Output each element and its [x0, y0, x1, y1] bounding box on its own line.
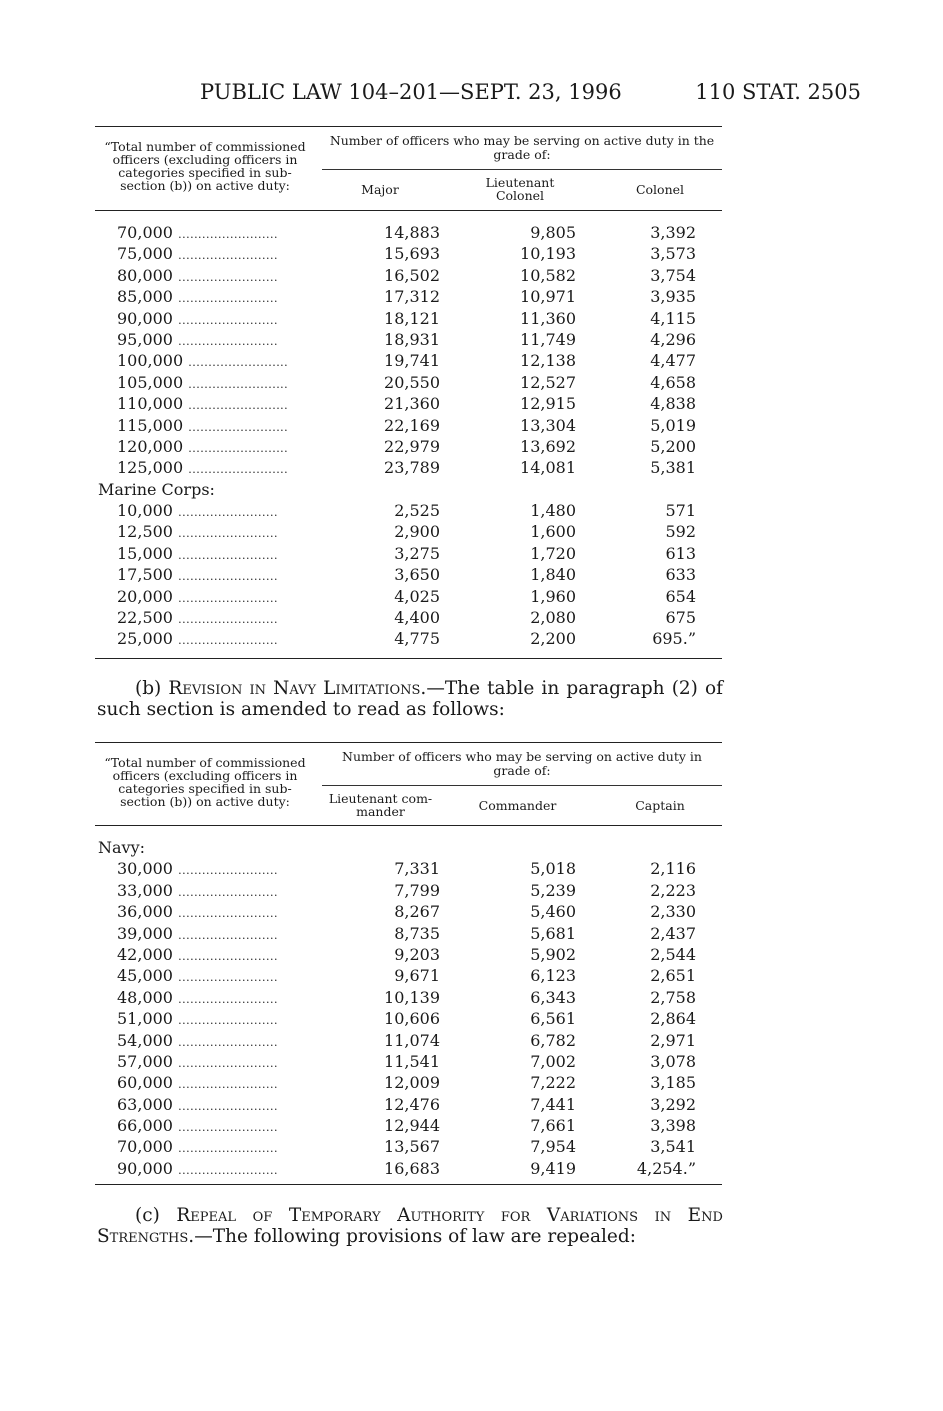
- dot-leader: .........................: [188, 441, 289, 455]
- table-row: [95, 1136, 722, 1157]
- cell-value: 1,840: [530, 565, 576, 585]
- row-label: [117, 965, 278, 988]
- dot-leader: .........................: [178, 928, 278, 942]
- dot-leader: .........................: [178, 334, 278, 348]
- cell-value: 4,254.”: [636, 1158, 696, 1178]
- total-officers-value: 30,000: [117, 859, 173, 879]
- header-line: Lieutenant com-: [328, 791, 433, 806]
- cell-value: 9,419: [530, 1158, 576, 1178]
- cell-value: 6,782: [530, 1030, 576, 1050]
- cell-value: 22,979: [384, 436, 440, 456]
- table-row: [95, 1115, 722, 1136]
- public-law-title: PUBLIC LAW 104–201—SEPT. 23, 1996: [200, 80, 622, 104]
- cell-value: 4,115: [650, 308, 696, 328]
- cell-value: 2,900: [394, 522, 440, 542]
- cell-value: 2,080: [530, 608, 576, 628]
- cell-value: 5,460: [530, 902, 576, 922]
- navy-officer-table: [95, 742, 722, 1187]
- table-row: [95, 1094, 722, 1115]
- row-label: [117, 1115, 278, 1138]
- header-line: Commander: [478, 798, 557, 813]
- total-officers-value: 57,000: [117, 1051, 173, 1071]
- cell-value: 1,600: [530, 522, 576, 542]
- cell-value: 10,971: [520, 287, 576, 307]
- table-row: [95, 586, 722, 607]
- table-row: [95, 965, 722, 986]
- total-officers-value: 25,000: [117, 629, 173, 649]
- row-label: [117, 586, 278, 609]
- dot-leader: .........................: [178, 634, 278, 648]
- dot-leader: .........................: [178, 1014, 278, 1028]
- table-row: [95, 350, 722, 371]
- cell-value: 7,661: [530, 1116, 576, 1136]
- cell-value: 6,123: [530, 966, 576, 986]
- table-section-row: [95, 837, 722, 858]
- table-row: [95, 308, 722, 329]
- row-label: [117, 564, 278, 587]
- cell-value: 592: [665, 522, 696, 542]
- table-row: [95, 222, 722, 243]
- column-header-captain: [615, 799, 705, 812]
- section-label: Marine Corps:: [98, 479, 215, 499]
- header-line: categories specified in sub-: [118, 781, 292, 796]
- dot-leader: .........................: [178, 527, 278, 541]
- cell-value: 2,116: [650, 859, 696, 879]
- cell-value: 9,203: [394, 944, 440, 964]
- total-officers-value: 70,000: [117, 1137, 173, 1157]
- total-officers-value: 36,000: [117, 902, 173, 922]
- header-line: categories specified in sub-: [118, 165, 292, 180]
- total-officers-value: 85,000: [117, 287, 173, 307]
- cell-value: 8,267: [394, 902, 440, 922]
- table-row: [95, 1072, 722, 1093]
- paragraph-b: [97, 678, 723, 720]
- cell-value: 571: [665, 501, 696, 521]
- cell-value: 1,960: [530, 586, 576, 606]
- cell-value: 3,392: [650, 223, 696, 242]
- dot-leader: .........................: [178, 591, 278, 605]
- total-officers-value: 22,500: [117, 608, 173, 628]
- cell-value: 7,331: [394, 859, 440, 879]
- table-row: [95, 1158, 722, 1179]
- total-officers-value: 90,000: [117, 1158, 173, 1178]
- total-officers-value: 120,000: [117, 436, 184, 456]
- cell-value: 3,078: [650, 1051, 696, 1071]
- table-row: [95, 858, 722, 879]
- table-row: [95, 329, 722, 350]
- subheader-rule: [322, 169, 722, 170]
- dot-leader: .........................: [178, 1099, 278, 1113]
- dot-leader: .........................: [188, 377, 289, 391]
- table-body: [95, 837, 722, 1179]
- dot-leader: .........................: [178, 270, 278, 284]
- table-row: [95, 923, 722, 944]
- header-line: section (b)) on active duty:: [120, 794, 290, 809]
- dot-leader: .........................: [178, 1142, 278, 1156]
- cell-value: 3,650: [394, 565, 440, 585]
- table-row: [95, 628, 722, 649]
- paragraph-lead: (b): [135, 678, 169, 699]
- dot-leader: .........................: [178, 907, 278, 921]
- header-line: Number of officers who may be serving on active duty in the: [329, 133, 715, 148]
- header-bottom-rule: [95, 825, 722, 826]
- row-label: [117, 858, 278, 881]
- header-line: Colonel: [495, 188, 545, 203]
- row-label: [117, 243, 278, 266]
- cell-value: 10,582: [520, 265, 576, 285]
- cell-value: 3,935: [650, 287, 696, 307]
- cell-value: 18,931: [384, 329, 440, 349]
- header-line: Major: [361, 182, 399, 197]
- total-officers-value: 115,000: [117, 415, 184, 435]
- army-marine-officer-table: [95, 126, 722, 661]
- cell-value: 2,525: [394, 501, 440, 521]
- cell-value: 5,681: [530, 923, 576, 943]
- total-officers-value: 20,000: [117, 586, 173, 606]
- total-officers-value: 60,000: [117, 1073, 173, 1093]
- total-officers-value: 80,000: [117, 265, 173, 285]
- cell-value: 3,573: [650, 244, 696, 264]
- cell-value: 18,121: [384, 308, 440, 328]
- cell-value: 2,864: [650, 1009, 696, 1029]
- total-officers-value: 54,000: [117, 1030, 173, 1050]
- total-officers-value: 17,500: [117, 565, 173, 585]
- cell-value: 14,883: [384, 223, 440, 242]
- cell-value: 2,758: [650, 987, 696, 1007]
- dot-leader: .........................: [188, 399, 289, 413]
- paragraph-lead: (c): [135, 1205, 177, 1226]
- row-label: [117, 436, 288, 459]
- total-officers-value: 33,000: [117, 880, 173, 900]
- cell-value: 23,789: [384, 458, 440, 478]
- header-line: mander: [356, 804, 405, 819]
- cell-value: 5,019: [650, 415, 696, 435]
- cell-value: 21,360: [384, 394, 440, 414]
- row-label: [117, 1030, 278, 1053]
- cell-value: 7,222: [530, 1073, 576, 1093]
- table-row: [95, 521, 722, 542]
- table-row: [95, 393, 722, 414]
- row-label: [117, 1094, 278, 1117]
- row-label: [117, 1051, 278, 1074]
- paragraph-heading: Repeal of Temporary Authority for Variations in End Strengths.: [97, 1205, 723, 1247]
- header-line: Number of officers who may be serving on active duty in: [342, 749, 702, 764]
- cell-value: 633: [665, 565, 696, 585]
- cell-value: 7,799: [394, 880, 440, 900]
- row-label: [117, 880, 278, 903]
- cell-value: 12,138: [520, 351, 576, 371]
- cell-value: 6,561: [530, 1009, 576, 1029]
- row-label: [117, 628, 278, 651]
- cell-value: 9,671: [394, 966, 440, 986]
- cell-value: 11,541: [384, 1051, 440, 1071]
- table-section-row: [95, 479, 722, 500]
- total-officers-value: 42,000: [117, 944, 173, 964]
- header-line: officers (excluding officers in: [112, 768, 298, 783]
- total-officers-value: 95,000: [117, 329, 173, 349]
- header-line: “Total number of commissioned: [104, 139, 306, 154]
- dot-leader: .........................: [178, 249, 278, 263]
- cell-value: 2,651: [650, 966, 696, 986]
- cell-value: 16,683: [384, 1158, 440, 1178]
- cell-value: 15,693: [384, 244, 440, 264]
- total-officers-value: 90,000: [117, 308, 173, 328]
- row-label: [117, 543, 278, 566]
- statute-citation: 110 STAT. 2505: [695, 80, 861, 104]
- cell-value: 2,223: [650, 880, 696, 900]
- column-header-lieutenant-colonel: [470, 176, 570, 202]
- paragraph-text: —The following provisions of law are repealed:: [194, 1226, 636, 1247]
- cell-value: 10,193: [520, 244, 576, 264]
- total-officers-value: 39,000: [117, 923, 173, 943]
- row-label: [117, 457, 288, 480]
- row-label: [117, 521, 278, 544]
- table-row: [95, 987, 722, 1008]
- table-top-rule: [95, 126, 722, 127]
- table-row: [95, 372, 722, 393]
- cell-value: 2,437: [650, 923, 696, 943]
- cell-value: 7,954: [530, 1137, 576, 1157]
- table-row: [95, 265, 722, 286]
- cell-value: 675: [665, 608, 696, 628]
- row-label: [117, 944, 278, 967]
- dot-leader: .........................: [178, 971, 278, 985]
- row-label: [117, 500, 278, 523]
- table-row: [95, 1030, 722, 1051]
- table-row: [95, 901, 722, 922]
- paragraph-text: —The table in paragraph (2) of such section is amended to read as follows:: [97, 678, 723, 720]
- cell-value: 12,915: [520, 394, 576, 414]
- cell-value: 5,902: [530, 944, 576, 964]
- table-row: [95, 543, 722, 564]
- total-officers-value: 12,500: [117, 522, 173, 542]
- total-officers-value: 110,000: [117, 394, 184, 414]
- section-label: Navy:: [98, 838, 146, 857]
- table-row: [95, 1051, 722, 1072]
- cell-value: 17,312: [384, 287, 440, 307]
- dot-leader: .........................: [178, 613, 278, 627]
- grade-group-header: [322, 750, 722, 778]
- row-label: [117, 1008, 278, 1031]
- column-header-commander: [465, 799, 570, 812]
- column-header-colonel: [615, 183, 705, 196]
- cell-value: 12,476: [384, 1094, 440, 1114]
- total-officers-value: 51,000: [117, 1009, 173, 1029]
- cell-value: 2,200: [530, 629, 576, 649]
- cell-value: 2,544: [650, 944, 696, 964]
- dot-leader: .........................: [178, 992, 278, 1006]
- total-officers-value: 125,000: [117, 458, 184, 478]
- cell-value: 7,002: [530, 1051, 576, 1071]
- table-row: [95, 607, 722, 628]
- cell-value: 13,567: [384, 1137, 440, 1157]
- row-label: [117, 1158, 278, 1181]
- row-label: [117, 1136, 278, 1159]
- dot-leader: .........................: [178, 949, 278, 963]
- header-line: Captain: [635, 798, 685, 813]
- dot-leader: .........................: [178, 506, 278, 520]
- cell-value: 5,200: [650, 436, 696, 456]
- grade-group-header: [322, 134, 722, 162]
- row-label: [117, 265, 278, 288]
- total-officers-value: 70,000: [117, 223, 173, 242]
- table-top-rule: [95, 742, 722, 743]
- cell-value: 12,009: [384, 1073, 440, 1093]
- cell-value: 613: [665, 543, 696, 563]
- cell-value: 4,775: [394, 629, 440, 649]
- table-row: [95, 880, 722, 901]
- cell-value: 20,550: [384, 372, 440, 392]
- paragraph-c: [97, 1205, 723, 1247]
- dot-leader: .........................: [178, 228, 278, 241]
- row-label: [117, 901, 278, 924]
- total-officers-value: 48,000: [117, 987, 173, 1007]
- cell-value: 3,185: [650, 1073, 696, 1093]
- table-row: [95, 415, 722, 436]
- cell-value: 7,441: [530, 1094, 576, 1114]
- dot-leader: .........................: [178, 1056, 278, 1070]
- column-header-lieutenant-commander: [323, 792, 438, 818]
- cell-value: 11,749: [520, 329, 576, 349]
- dot-leader: .........................: [188, 420, 289, 434]
- paragraph-heading: Revision in Navy Limitations.: [168, 678, 427, 699]
- dot-leader: .........................: [188, 463, 289, 477]
- table-row: [95, 564, 722, 585]
- row-label: [117, 350, 288, 373]
- dot-leader: .........................: [178, 1163, 278, 1177]
- cell-value: 22,169: [384, 415, 440, 435]
- header-line: Lieutenant: [485, 175, 555, 190]
- dot-leader: .........................: [178, 570, 278, 584]
- table-row: [95, 286, 722, 307]
- cell-value: 4,838: [650, 394, 696, 414]
- header-line: Colonel: [635, 182, 685, 197]
- row-label: [117, 923, 278, 946]
- dot-leader: .........................: [178, 292, 278, 306]
- dot-leader: .........................: [178, 864, 278, 878]
- cell-value: 6,343: [530, 987, 576, 1007]
- dot-leader: .........................: [178, 313, 278, 327]
- cell-value: 654: [665, 586, 696, 606]
- cell-value: 1,480: [530, 501, 576, 521]
- cell-value: 3,275: [394, 543, 440, 563]
- dot-leader: .........................: [178, 548, 278, 562]
- row-label: [117, 286, 278, 309]
- header-bottom-rule: [95, 210, 722, 211]
- cell-value: 12,944: [384, 1116, 440, 1136]
- row-label: [117, 308, 278, 331]
- cell-value: 4,400: [394, 608, 440, 628]
- table-row: [95, 243, 722, 264]
- cell-value: 8,735: [394, 923, 440, 943]
- cell-value: 11,360: [520, 308, 576, 328]
- cell-value: 3,398: [650, 1116, 696, 1136]
- cell-value: 1,720: [530, 543, 576, 563]
- table-row: [95, 944, 722, 965]
- cell-value: 2,971: [650, 1030, 696, 1050]
- row-label: [117, 393, 288, 416]
- total-officers-value: 63,000: [117, 1094, 173, 1114]
- total-officers-value: 75,000: [117, 244, 173, 264]
- row-label: [117, 607, 278, 630]
- dot-leader: .........................: [188, 356, 289, 370]
- row-label: [117, 372, 288, 395]
- cell-value: 5,239: [530, 880, 576, 900]
- cell-value: 5,381: [650, 458, 696, 478]
- total-officers-value: 45,000: [117, 966, 173, 986]
- row-label: [117, 987, 278, 1010]
- cell-value: 19,741: [384, 351, 440, 371]
- table-row: [95, 436, 722, 457]
- table-bottom-rule: [95, 1184, 722, 1185]
- row-label: [117, 329, 278, 352]
- total-officers-header: [95, 140, 315, 192]
- row-label: [117, 222, 278, 245]
- cell-value: 16,502: [384, 265, 440, 285]
- total-officers-value: 66,000: [117, 1116, 173, 1136]
- dot-leader: .........................: [178, 1035, 278, 1049]
- total-officers-value: 15,000: [117, 543, 173, 563]
- cell-value: 5,018: [530, 859, 576, 879]
- header-line: grade of:: [493, 147, 551, 162]
- dot-leader: .........................: [178, 885, 278, 899]
- cell-value: 14,081: [520, 458, 576, 478]
- table-row: [95, 500, 722, 521]
- cell-value: 4,296: [650, 329, 696, 349]
- table-bottom-rule: [95, 658, 722, 659]
- header-line: officers (excluding officers in: [112, 152, 298, 167]
- cell-value: 4,477: [650, 351, 696, 371]
- cell-value: 13,304: [520, 415, 576, 435]
- total-officers-value: 105,000: [117, 372, 184, 392]
- row-label: [117, 1072, 278, 1095]
- dot-leader: .........................: [178, 1078, 278, 1092]
- cell-value: 13,692: [520, 436, 576, 456]
- column-header-major: [335, 183, 425, 196]
- header-line: grade of:: [493, 763, 551, 778]
- cell-value: 9,805: [530, 223, 576, 242]
- header-line: section (b)) on active duty:: [120, 178, 290, 193]
- table-body: [95, 222, 722, 650]
- cell-value: 3,541: [650, 1137, 696, 1157]
- row-label: [117, 415, 288, 438]
- page-header: [200, 80, 861, 112]
- cell-value: 3,754: [650, 265, 696, 285]
- total-officers-header: [95, 756, 315, 808]
- table-row: [95, 457, 722, 478]
- header-line: “Total number of commissioned: [104, 755, 306, 770]
- cell-value: 12,527: [520, 372, 576, 392]
- cell-value: 2,330: [650, 902, 696, 922]
- table-row: [95, 1008, 722, 1029]
- total-officers-value: 100,000: [117, 351, 184, 371]
- cell-value: 10,606: [384, 1009, 440, 1029]
- cell-value: 3,292: [650, 1094, 696, 1114]
- dot-leader: .........................: [178, 1121, 278, 1135]
- cell-value: 4,658: [650, 372, 696, 392]
- cell-value: 10,139: [384, 987, 440, 1007]
- cell-value: 695.”: [652, 629, 696, 649]
- subheader-rule: [322, 785, 722, 786]
- cell-value: 11,074: [384, 1030, 440, 1050]
- cell-value: 4,025: [394, 586, 440, 606]
- total-officers-value: 10,000: [117, 501, 173, 521]
